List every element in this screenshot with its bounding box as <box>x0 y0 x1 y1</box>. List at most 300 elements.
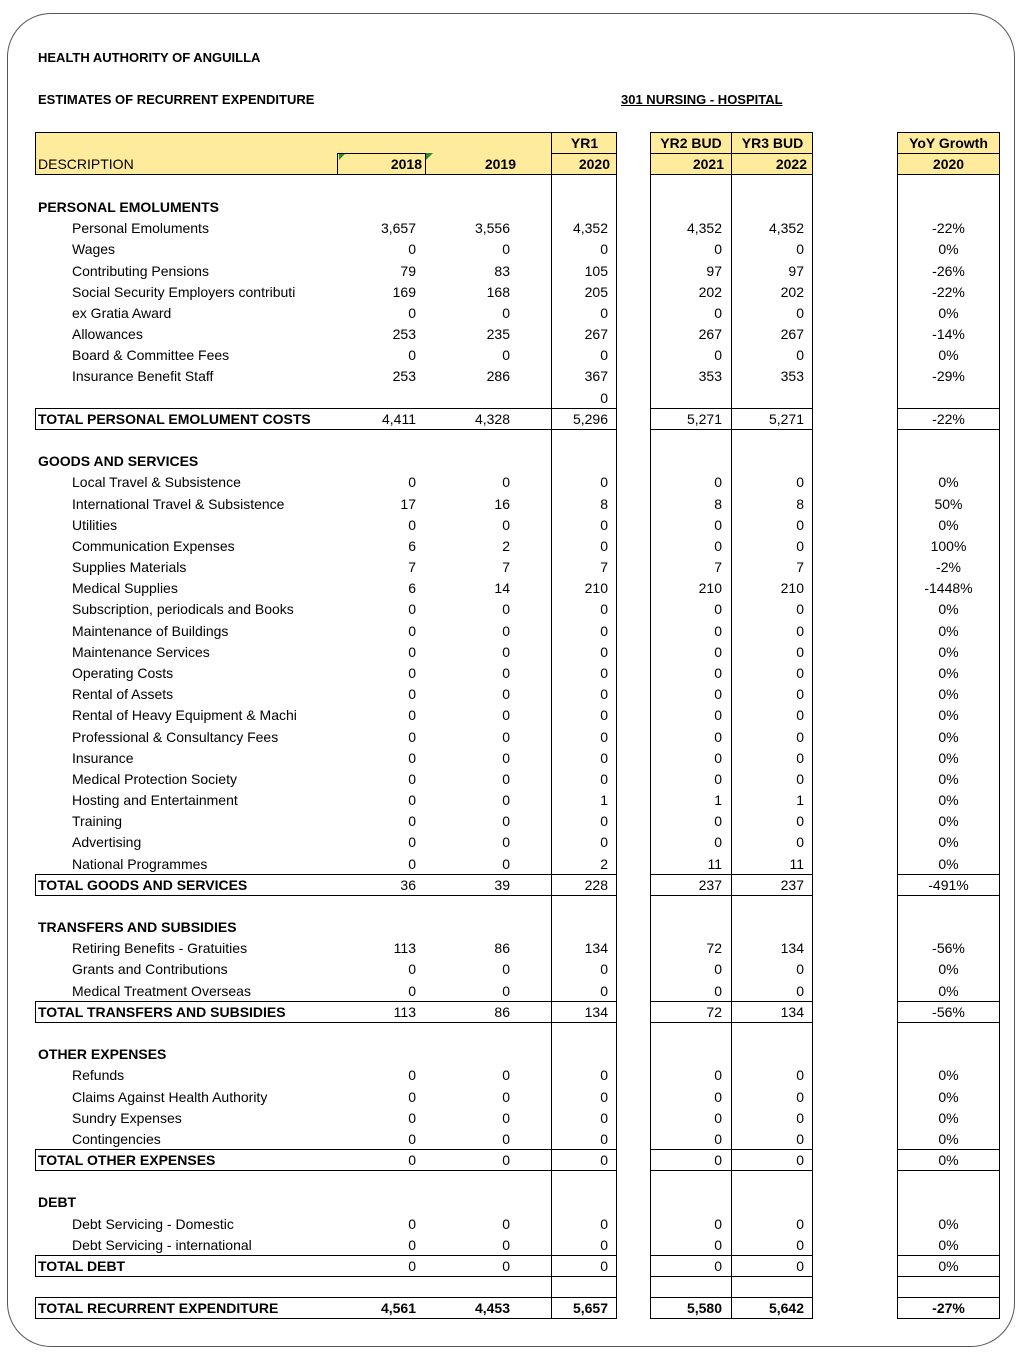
cell-2018: 0 <box>408 474 416 490</box>
cell-2018: 0 <box>408 1089 416 1105</box>
cell-2020: 205 <box>584 284 608 300</box>
cell-2020: 0 <box>600 834 608 850</box>
cell-2019: 0 <box>502 983 510 999</box>
cell-growth: 0% <box>938 644 959 660</box>
line-item-label: Training <box>72 813 123 829</box>
line-item-label: Medical Protection Society <box>72 771 237 787</box>
cell-growth: -29% <box>932 368 965 384</box>
cell-2020: 0 <box>600 305 608 321</box>
cell-2021: 97 <box>706 263 722 279</box>
cell-2022: 0 <box>796 729 804 745</box>
cell-2021: 0 <box>714 1152 722 1168</box>
cell-2018: 0 <box>408 729 416 745</box>
cell-2019: 0 <box>502 707 510 723</box>
cell-2019: 3,556 <box>474 220 510 236</box>
cell-2022: 0 <box>796 347 804 363</box>
cell-2020: 228 <box>584 877 608 893</box>
cell-2021: 0 <box>714 1237 722 1253</box>
cell-2019: 4,328 <box>474 411 510 427</box>
cell-2022: 0 <box>796 771 804 787</box>
cell-2019: 14 <box>494 580 510 596</box>
cell-2022: 0 <box>796 707 804 723</box>
cell-2020: 0 <box>600 1216 608 1232</box>
cell-growth: 0% <box>938 813 959 829</box>
line-item-label: Supplies Materials <box>72 559 187 575</box>
cell-2021: 5,580 <box>686 1300 722 1316</box>
cell-2020: 267 <box>584 326 608 342</box>
cell-2022: 1 <box>796 792 804 808</box>
cell-2018: 0 <box>408 707 416 723</box>
cell-2020: 210 <box>584 580 608 596</box>
cell-2021: 0 <box>714 1216 722 1232</box>
line-item-label: Allowances <box>72 326 143 342</box>
cell-2019: 0 <box>502 1131 510 1147</box>
cell-2021: 0 <box>714 538 722 554</box>
cell-growth: 0% <box>938 347 959 363</box>
cell-growth: 0% <box>938 834 959 850</box>
cell-2020: 0 <box>600 1237 608 1253</box>
cell-2019: 0 <box>502 1258 510 1274</box>
cell-2022: 8 <box>796 496 804 512</box>
line-item-label: Professional & Consultancy Fees <box>72 729 279 745</box>
cell-2020: 0 <box>600 347 608 363</box>
cell-2019: 7 <box>502 559 510 575</box>
cell-2018: 0 <box>408 241 416 257</box>
column-line-2020 <box>551 175 552 1319</box>
report-title: ESTIMATES OF RECURRENT EXPENDITURE <box>38 92 315 107</box>
cell-2021: 0 <box>714 707 722 723</box>
department-title: 301 NURSING - HOSPITAL <box>621 92 783 107</box>
line-item-label: Rental of Assets <box>72 686 174 702</box>
cell-2021: 0 <box>714 665 722 681</box>
cell-2018: 0 <box>408 1131 416 1147</box>
cell-2021: 0 <box>714 1131 722 1147</box>
section-heading: PERSONAL EMOLUMENTS <box>38 199 219 215</box>
cell-2022: 0 <box>796 644 804 660</box>
col-2019: 2019 <box>484 156 516 172</box>
cell-2022: 0 <box>796 834 804 850</box>
cell-2018: 0 <box>408 1237 416 1253</box>
cell-2021: 0 <box>714 771 722 787</box>
cell-growth: 0% <box>938 1110 959 1126</box>
header-divider <box>731 132 732 175</box>
cell-2021: 0 <box>714 305 722 321</box>
cell-2020: 0 <box>600 390 608 406</box>
cell-2022: 0 <box>796 961 804 977</box>
total-label: TOTAL PERSONAL EMOLUMENT COSTS <box>38 411 311 427</box>
cell-2020: 0 <box>600 623 608 639</box>
cell-2020: 2 <box>600 856 608 872</box>
cell-2018: 4,561 <box>380 1300 416 1316</box>
cell-growth: 0% <box>938 707 959 723</box>
cell-2021: 72 <box>706 940 722 956</box>
cell-2019: 0 <box>502 1237 510 1253</box>
cell-growth: 0% <box>938 517 959 533</box>
line-item-label: Contingencies <box>72 1131 161 1147</box>
cell-growth: 0% <box>938 241 959 257</box>
col-2021: 2021 <box>692 156 724 172</box>
comment-marker-icon <box>339 153 346 160</box>
cell-2019: 0 <box>502 771 510 787</box>
line-item-label: Contributing Pensions <box>72 263 209 279</box>
cell-2018: 79 <box>400 263 416 279</box>
cell-2019: 0 <box>502 1110 510 1126</box>
cell-2020: 0 <box>600 813 608 829</box>
line-item-label: Grants and Contributions <box>72 961 228 977</box>
cell-2019: 0 <box>502 1152 510 1168</box>
cell-2020: 0 <box>600 771 608 787</box>
cell-2022: 0 <box>796 517 804 533</box>
cell-2019: 0 <box>502 517 510 533</box>
cell-growth: 0% <box>938 686 959 702</box>
cell-2019: 0 <box>502 686 510 702</box>
line-item-label: Advertising <box>72 834 142 850</box>
comment-marker-icon <box>426 153 433 160</box>
cell-2018: 4,411 <box>382 411 416 427</box>
cell-growth: 0% <box>938 1216 959 1232</box>
cell-2021: 0 <box>714 983 722 999</box>
cell-2020: 1 <box>600 792 608 808</box>
cell-2022: 267 <box>780 326 804 342</box>
column-line-2020-right <box>616 175 617 1319</box>
cell-2020: 0 <box>600 686 608 702</box>
cell-2018: 0 <box>408 771 416 787</box>
cell-2020: 0 <box>600 1131 608 1147</box>
line-item-label: Communication Expenses <box>72 538 235 554</box>
cell-2021: 0 <box>714 834 722 850</box>
cell-2019: 16 <box>494 496 510 512</box>
line-item-label: ex Gratia Award <box>72 305 172 321</box>
cell-2022: 0 <box>796 1216 804 1232</box>
col-2022: 2022 <box>775 156 807 172</box>
cell-growth: -2% <box>936 559 961 575</box>
cell-2019: 86 <box>494 1004 510 1020</box>
cell-2019: 0 <box>502 644 510 660</box>
cell-2019: 0 <box>502 1089 510 1105</box>
cell-2021: 0 <box>714 750 722 766</box>
cell-growth: 0% <box>938 1131 959 1147</box>
line-item-label: Maintenance Services <box>72 644 210 660</box>
cell-2020: 0 <box>600 729 608 745</box>
cell-growth: -1448% <box>924 580 973 596</box>
cell-2018: 113 <box>393 1004 416 1020</box>
line-item-label: Sundry Expenses <box>72 1110 182 1126</box>
col-yr3: YR3 BUD <box>741 135 804 151</box>
cell-2019: 235 <box>486 326 510 342</box>
cell-2022: 0 <box>796 686 804 702</box>
cell-2018: 0 <box>408 834 416 850</box>
cell-2019: 0 <box>502 961 510 977</box>
cell-growth: 0% <box>938 1089 959 1105</box>
cell-2021: 0 <box>714 813 722 829</box>
cell-2018: 0 <box>408 792 416 808</box>
cell-2021: 1 <box>714 792 722 808</box>
cell-2019: 0 <box>502 813 510 829</box>
cell-2021: 8 <box>714 496 722 512</box>
cell-2020: 5,296 <box>572 411 608 427</box>
section-heading: DEBT <box>38 1194 77 1210</box>
cell-2018: 0 <box>408 961 416 977</box>
cell-2019: 286 <box>486 368 510 384</box>
cell-2021: 7 <box>714 559 722 575</box>
grand-total-label: TOTAL RECURRENT EXPENDITURE <box>38 1300 279 1316</box>
cell-2020: 0 <box>600 1110 608 1126</box>
cell-growth: -27% <box>932 1300 965 1316</box>
cell-2018: 17 <box>400 496 416 512</box>
cell-2020: 0 <box>600 707 608 723</box>
cell-growth: 0% <box>938 961 959 977</box>
cell-2019: 86 <box>494 940 510 956</box>
cell-2022: 202 <box>780 284 804 300</box>
cell-2019: 0 <box>502 347 510 363</box>
cell-2021: 202 <box>698 284 722 300</box>
cell-2021: 0 <box>714 1067 722 1083</box>
cell-2022: 0 <box>796 601 804 617</box>
cell-2018: 0 <box>408 1216 416 1232</box>
header-divider <box>897 153 1000 154</box>
cell-2020: 0 <box>600 241 608 257</box>
cell-growth: 0% <box>938 729 959 745</box>
cell-2022: 0 <box>796 538 804 554</box>
cell-2021: 72 <box>706 1004 722 1020</box>
cell-2018: 169 <box>392 284 416 300</box>
cell-2018: 0 <box>408 347 416 363</box>
cell-2022: 0 <box>796 1067 804 1083</box>
col-yr2: YR2 BUD <box>660 135 722 151</box>
cell-2020: 105 <box>584 263 608 279</box>
total-label: TOTAL TRANSFERS AND SUBSIDIES <box>38 1004 286 1020</box>
cell-2022: 0 <box>796 241 804 257</box>
cell-2022: 0 <box>796 1237 804 1253</box>
line-item-label: Operating Costs <box>72 665 174 681</box>
line-item-label: Local Travel & Subsistence <box>72 474 241 490</box>
cell-growth: 0% <box>938 623 959 639</box>
cell-growth: -56% <box>932 1004 965 1020</box>
cell-growth: 100% <box>930 538 967 554</box>
cell-2018: 0 <box>408 1152 416 1168</box>
line-item-label: Debt Servicing - Domestic <box>72 1216 234 1232</box>
cell-2020: 134 <box>584 940 608 956</box>
cell-growth: -26% <box>932 263 965 279</box>
cell-2018: 0 <box>408 665 416 681</box>
col-growth: YoY Growth <box>909 135 988 151</box>
cell-growth: 0% <box>938 1152 959 1168</box>
cell-2021: 237 <box>698 877 722 893</box>
cell-2022: 97 <box>788 263 804 279</box>
cell-2021: 210 <box>698 580 722 596</box>
cell-2021: 0 <box>714 474 722 490</box>
cell-2022: 0 <box>796 1110 804 1126</box>
total-label: TOTAL DEBT <box>38 1258 126 1274</box>
cell-2019: 0 <box>502 856 510 872</box>
cell-2019: 0 <box>502 750 510 766</box>
line-item-label: Claims Against Health Authority <box>72 1089 268 1105</box>
cell-2020: 0 <box>600 1258 608 1274</box>
cell-2019: 0 <box>502 834 510 850</box>
cell-2021: 0 <box>714 644 722 660</box>
cell-2021: 0 <box>714 686 722 702</box>
cell-2018: 6 <box>408 580 416 596</box>
cell-2022: 5,642 <box>768 1300 804 1316</box>
cell-2019: 0 <box>502 665 510 681</box>
cell-growth: 0% <box>938 1067 959 1083</box>
cell-growth: -14% <box>932 326 965 342</box>
cell-2020: 0 <box>600 961 608 977</box>
line-item-label: Refunds <box>72 1067 125 1083</box>
cell-2019: 168 <box>486 284 510 300</box>
cell-growth: -22% <box>932 411 965 427</box>
cell-2019: 0 <box>502 305 510 321</box>
column-line-2022-left <box>731 175 732 1319</box>
cell-2021: 0 <box>714 601 722 617</box>
col-2020: 2020 <box>578 156 610 172</box>
column-line-2022-right <box>812 175 813 1319</box>
cell-2020: 0 <box>600 1089 608 1105</box>
column-line-2021-left <box>650 175 651 1319</box>
section-heading: TRANSFERS AND SUBSIDIES <box>38 919 237 935</box>
line-item-label: Insurance <box>72 750 134 766</box>
cell-2021: 0 <box>714 1258 722 1274</box>
cell-2022: 0 <box>796 1152 804 1168</box>
org-name: HEALTH AUTHORITY OF ANGUILLA <box>38 50 261 65</box>
cell-2019: 4,453 <box>474 1300 510 1316</box>
cell-2022: 0 <box>796 665 804 681</box>
cell-2018: 0 <box>408 686 416 702</box>
cell-growth: 0% <box>938 1237 959 1253</box>
cell-2020: 0 <box>600 601 608 617</box>
total-label: TOTAL GOODS AND SERVICES <box>38 877 248 893</box>
cell-growth: 0% <box>938 983 959 999</box>
cell-2022: 4,352 <box>768 220 804 236</box>
line-item-label: International Travel & Subsistence <box>72 496 285 512</box>
cell-2021: 5,271 <box>686 411 722 427</box>
cell-2021: 0 <box>714 961 722 977</box>
line-item-label: Rental of Heavy Equipment & Machi <box>72 707 297 723</box>
cell-2018: 0 <box>408 750 416 766</box>
cell-2022: 237 <box>780 877 804 893</box>
cell-2022: 0 <box>796 1089 804 1105</box>
line-item-label: Wages <box>72 241 116 257</box>
col-2018: 2018 <box>390 156 422 172</box>
cell-2021: 353 <box>698 368 722 384</box>
col-yr1: YR1 <box>570 135 599 151</box>
cell-2022: 0 <box>796 983 804 999</box>
line-item-label: Personal Emoluments <box>72 220 209 236</box>
line-item-label: Maintenance of Buildings <box>72 623 229 639</box>
cell-2021: 0 <box>714 517 722 533</box>
cell-2021: 11 <box>707 856 722 872</box>
line-item-label: Retiring Benefits - Gratuities <box>72 940 248 956</box>
cell-growth: 0% <box>938 750 959 766</box>
cell-2018: 3,657 <box>380 220 416 236</box>
cell-2020: 7 <box>600 559 608 575</box>
cell-2022: 0 <box>796 474 804 490</box>
cell-2020: 0 <box>600 538 608 554</box>
cell-growth: -56% <box>932 940 965 956</box>
cell-2018: 0 <box>408 856 416 872</box>
cell-growth: 0% <box>938 1258 959 1274</box>
cell-2018: 0 <box>408 1067 416 1083</box>
cell-2020: 0 <box>600 1067 608 1083</box>
line-item-label: Subscription, periodicals and Books <box>72 601 294 617</box>
cell-2022: 0 <box>796 1131 804 1147</box>
cell-2021: 267 <box>698 326 722 342</box>
cell-2018: 0 <box>408 1110 416 1126</box>
cell-2018: 0 <box>408 644 416 660</box>
cell-2018: 113 <box>393 940 416 956</box>
cell-2018: 0 <box>408 1258 416 1274</box>
cell-2019: 39 <box>494 877 510 893</box>
section-heading: OTHER EXPENSES <box>38 1046 167 1062</box>
cell-2021: 0 <box>714 241 722 257</box>
cell-2018: 0 <box>408 983 416 999</box>
cell-growth: -22% <box>932 220 965 236</box>
cell-2018: 0 <box>408 305 416 321</box>
cell-2022: 353 <box>780 368 804 384</box>
cell-2018: 0 <box>408 623 416 639</box>
cell-growth: 0% <box>938 665 959 681</box>
cell-2021: 0 <box>714 729 722 745</box>
section-heading: GOODS AND SERVICES <box>38 453 199 469</box>
cell-2019: 0 <box>502 601 510 617</box>
cell-2020: 0 <box>600 983 608 999</box>
cell-2022: 210 <box>780 580 804 596</box>
pre-total-line <box>897 1276 1000 1277</box>
cell-2020: 8 <box>600 496 608 512</box>
line-item-label: Social Security Employers contributi <box>72 284 296 300</box>
cell-2021: 0 <box>714 347 722 363</box>
cell-2022: 11 <box>789 856 804 872</box>
cell-growth: 50% <box>934 496 963 512</box>
cell-2022: 5,271 <box>768 411 804 427</box>
cell-growth: 0% <box>938 792 959 808</box>
cell-2019: 2 <box>502 538 510 554</box>
header-divider <box>552 153 617 154</box>
cell-2022: 0 <box>796 623 804 639</box>
cell-2018: 0 <box>408 813 416 829</box>
cell-2018: 253 <box>392 368 416 384</box>
cell-2020: 0 <box>600 665 608 681</box>
cell-growth: -491% <box>928 877 969 893</box>
cell-2020: 0 <box>600 1152 608 1168</box>
line-item-label: Hosting and Entertainment <box>72 792 238 808</box>
cell-2020: 134 <box>584 1004 608 1020</box>
cell-2019: 0 <box>502 729 510 745</box>
cell-2019: 0 <box>502 1067 510 1083</box>
cell-2021: 0 <box>714 1110 722 1126</box>
line-item-label: Medical Treatment Overseas <box>72 983 251 999</box>
cell-2021: 4,352 <box>686 220 722 236</box>
line-item-label: Debt Servicing - international <box>72 1237 252 1253</box>
cell-growth: 0% <box>938 771 959 787</box>
cell-2020: 4,352 <box>572 220 608 236</box>
line-item-label: Medical Supplies <box>72 580 178 596</box>
cell-2020: 0 <box>600 517 608 533</box>
cell-2019: 0 <box>502 792 510 808</box>
cell-2022: 0 <box>796 1258 804 1274</box>
cell-2019: 83 <box>494 263 510 279</box>
cell-2020: 0 <box>600 644 608 660</box>
cell-2022: 7 <box>796 559 804 575</box>
line-item-label: Insurance Benefit Staff <box>72 368 214 384</box>
cell-growth: 0% <box>938 856 959 872</box>
cell-2022: 0 <box>796 305 804 321</box>
cell-growth: 0% <box>938 601 959 617</box>
cell-2018: 0 <box>408 517 416 533</box>
col-growth-year: 2020 <box>932 156 965 172</box>
cell-2020: 0 <box>600 750 608 766</box>
cell-2019: 0 <box>502 623 510 639</box>
